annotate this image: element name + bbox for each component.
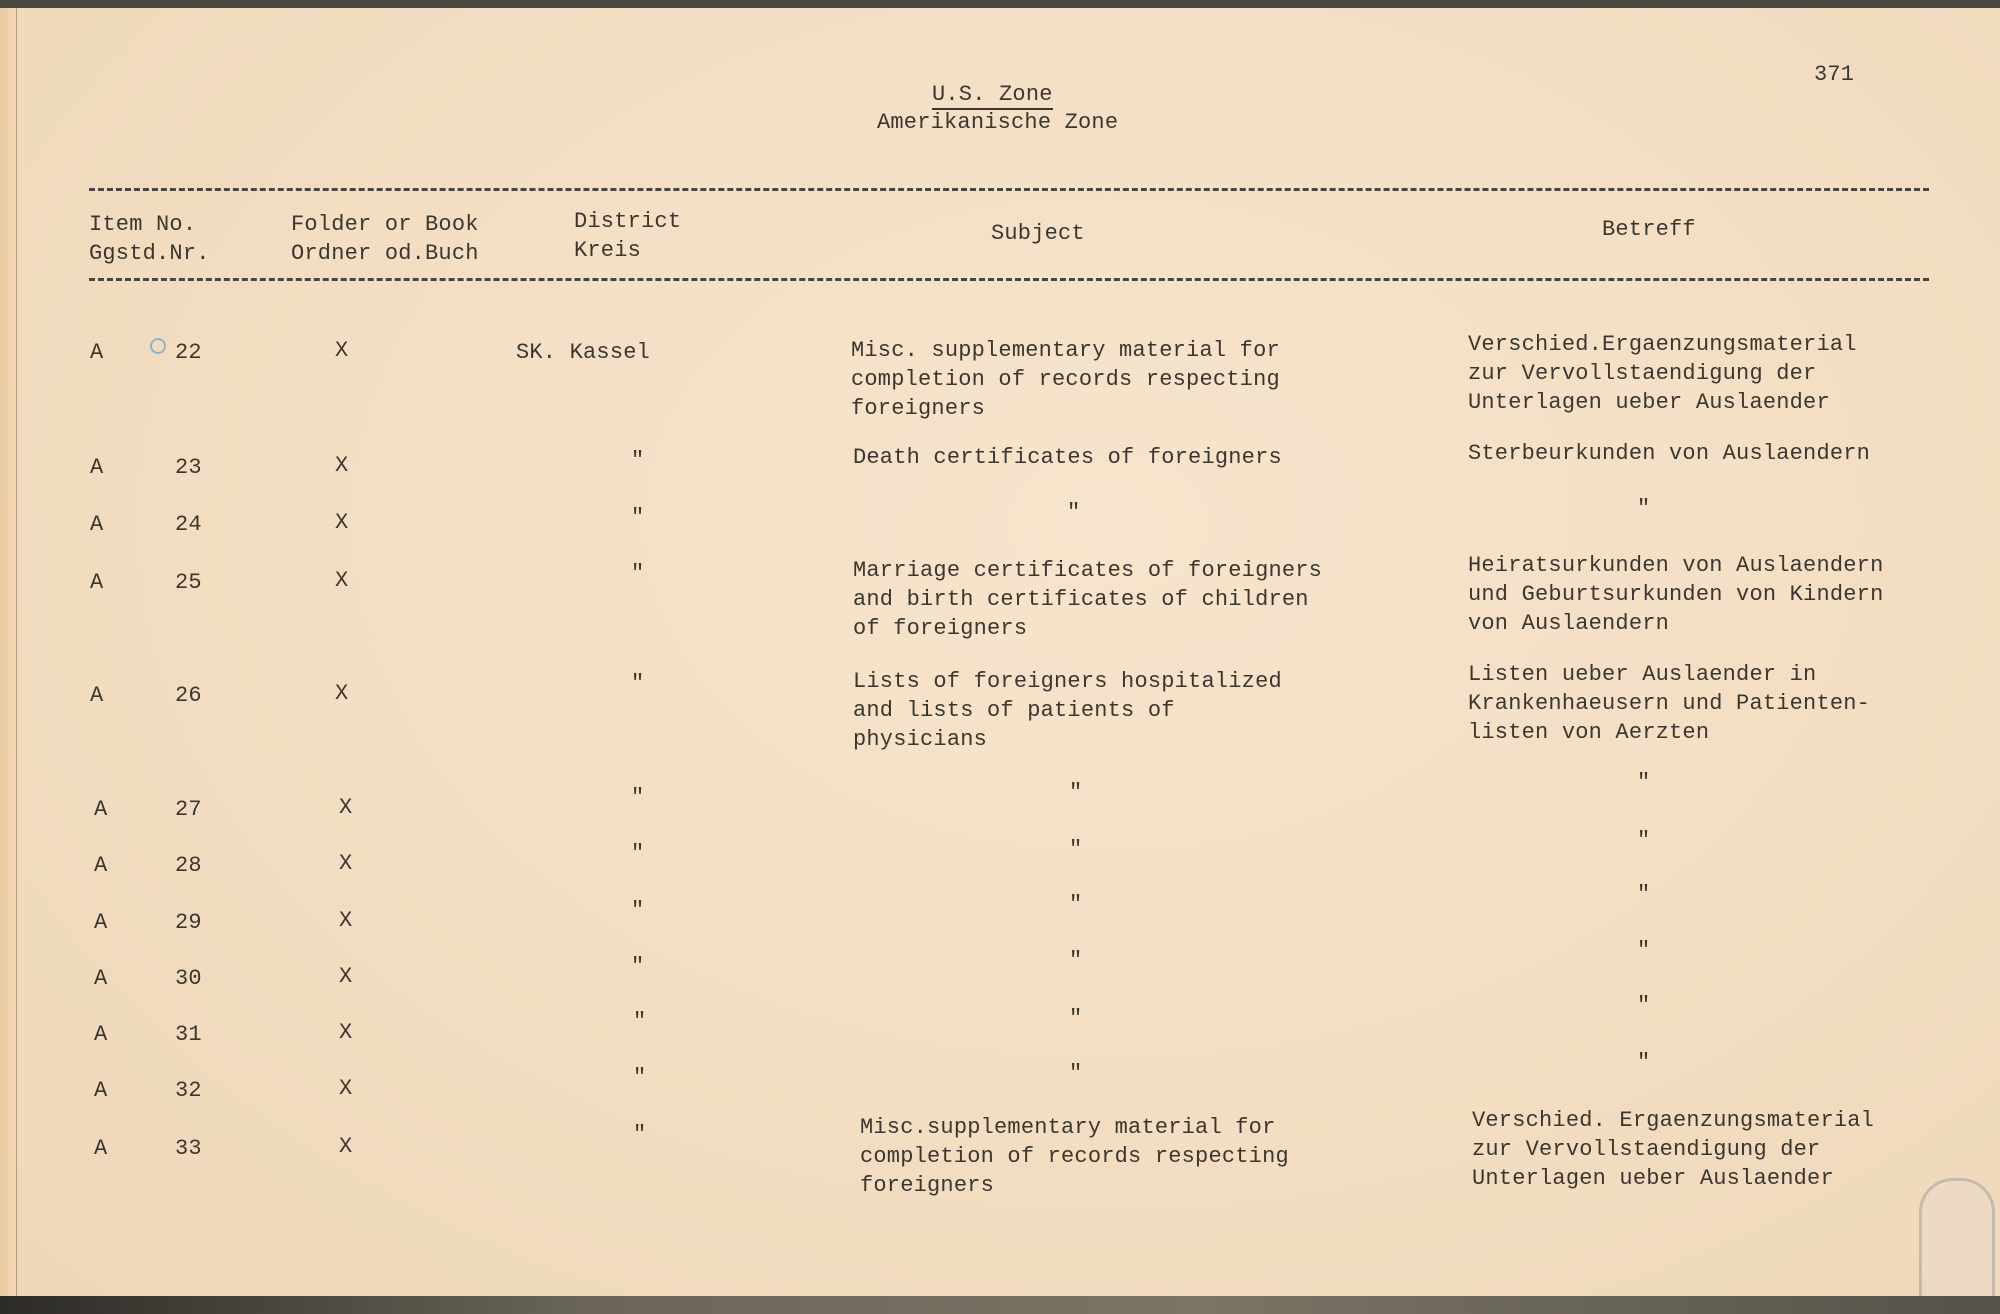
col-district-de: Kreis <box>574 238 642 263</box>
subject-line: foreigners <box>860 1173 995 1198</box>
betreff-line: " <box>1637 496 1651 521</box>
item-prefix: A <box>90 683 104 708</box>
betreff-line: Krankenhaeusern und Patienten- <box>1468 691 1871 716</box>
subject-line: of foreigners <box>853 616 1028 641</box>
folder-mark: X <box>335 453 349 478</box>
item-number: 31 <box>175 1022 202 1047</box>
item-number: 23 <box>175 455 202 480</box>
district: " <box>631 954 645 979</box>
item-prefix: A <box>90 570 104 595</box>
page-number: 371 <box>1814 62 1855 87</box>
item-number: 22 <box>175 340 202 365</box>
folder-mark: X <box>339 1076 353 1101</box>
item-prefix: A <box>90 340 104 365</box>
betreff-line: zur Vervollstaendigung der <box>1468 361 1817 386</box>
betreff-line: listen von Aerzten <box>1468 720 1710 745</box>
betreff-line: Heiratsurkunden von Auslaendern <box>1468 553 1884 578</box>
subject-line: " <box>1069 780 1083 805</box>
item-number: 33 <box>175 1136 202 1161</box>
item-number: 24 <box>175 512 202 537</box>
col-item-en: Item No. <box>89 212 197 237</box>
betreff-line: " <box>1637 993 1651 1018</box>
folder-mark: X <box>335 681 349 706</box>
folder-mark: X <box>339 1134 353 1159</box>
folder-mark: X <box>339 795 353 820</box>
subject-line: completion of records respecting <box>851 367 1280 392</box>
betreff-line: und Geburtsurkunden von Kindern <box>1468 582 1884 607</box>
subject-line: Death certificates of foreigners <box>853 445 1282 470</box>
district: " <box>631 898 645 923</box>
district: " <box>631 841 645 866</box>
district: " <box>633 1009 647 1034</box>
zone-title-en-text: U.S. Zone <box>932 82 1053 110</box>
item-prefix: A <box>94 1078 108 1103</box>
col-folder-de: Ordner od.Buch <box>291 241 479 266</box>
zone-title-de: Amerikanische Zone <box>877 110 1119 135</box>
folder-mark: X <box>339 964 353 989</box>
subject-line: completion of records respecting <box>860 1144 1289 1169</box>
col-district-en: District <box>574 209 682 234</box>
district: " <box>633 1065 647 1090</box>
subject-line: " <box>1069 837 1083 862</box>
item-prefix: A <box>94 797 108 822</box>
betreff-line: zur Vervollstaendigung der <box>1472 1137 1821 1162</box>
folder-mark: X <box>335 510 349 535</box>
district: " <box>633 1122 647 1147</box>
district: " <box>631 785 645 810</box>
subject-line: Misc. supplementary material for <box>851 338 1280 363</box>
zone-title-en <box>932 80 1053 109</box>
subject-line: and birth certificates of children <box>853 587 1309 612</box>
document-page <box>17 8 2000 1296</box>
subject-line: " <box>1069 892 1083 917</box>
item-prefix: A <box>94 966 108 991</box>
item-prefix: A <box>94 1136 108 1161</box>
district: " <box>631 505 645 530</box>
col-item-de: Ggstd.Nr. <box>89 241 210 266</box>
subject-line: Misc.supplementary material for <box>860 1115 1276 1140</box>
betreff-line: Sterbeurkunden von Auslaendern <box>1468 441 1871 466</box>
item-number: 32 <box>175 1078 202 1103</box>
subject-line: physicians <box>853 727 988 752</box>
subject-line: " <box>1067 500 1081 525</box>
district: SK. Kassel <box>516 340 651 365</box>
folder-mark: X <box>339 908 353 933</box>
item-number: 26 <box>175 683 202 708</box>
district: " <box>631 671 645 696</box>
district: " <box>631 448 645 473</box>
betreff-line: von Auslaendern <box>1468 611 1670 636</box>
folder-mark: X <box>339 851 353 876</box>
subject-line: " <box>1069 948 1083 973</box>
betreff-line: " <box>1637 770 1651 795</box>
folder-mark: X <box>335 338 349 363</box>
item-number: 27 <box>175 797 202 822</box>
item-prefix: A <box>90 455 104 480</box>
paper-clip-icon <box>1919 1178 1995 1311</box>
betreff-line: Verschied. Ergaenzungsmaterial <box>1472 1108 1875 1133</box>
betreff-line: Unterlagen ueber Auslaender <box>1468 390 1830 415</box>
betreff-line: Verschied.Ergaenzungsmaterial <box>1468 332 1857 357</box>
item-prefix: A <box>94 853 108 878</box>
item-number: 28 <box>175 853 202 878</box>
col-betreff: Betreff <box>1602 217 1696 242</box>
district: " <box>631 561 645 586</box>
book-binding-edge <box>0 8 17 1298</box>
subject-line: foreigners <box>851 396 986 421</box>
scan-bottom-edge <box>0 1296 2000 1314</box>
betreff-line: Listen ueber Auslaender in <box>1468 662 1817 687</box>
item-number: 29 <box>175 910 202 935</box>
folder-mark: X <box>339 1020 353 1045</box>
subject-line: " <box>1069 1006 1083 1031</box>
col-folder-en: Folder or Book <box>291 212 479 237</box>
item-prefix: A <box>90 512 104 537</box>
item-prefix: A <box>94 1022 108 1047</box>
subject-line: and lists of patients of <box>853 698 1175 723</box>
pencil-circle-mark-icon <box>150 338 166 354</box>
subject-line: " <box>1069 1061 1083 1086</box>
item-prefix: A <box>94 910 108 935</box>
item-number: 30 <box>175 966 202 991</box>
betreff-line: " <box>1637 1050 1651 1075</box>
scan-top-edge <box>0 0 2000 8</box>
header-top-rule <box>89 188 1929 191</box>
folder-mark: X <box>335 568 349 593</box>
col-subject: Subject <box>991 221 1085 246</box>
betreff-line: " <box>1637 882 1651 907</box>
header-bottom-rule <box>89 278 1929 281</box>
betreff-line: " <box>1637 938 1651 963</box>
subject-line: Lists of foreigners hospitalized <box>853 669 1282 694</box>
subject-line: Marriage certificates of foreigners <box>853 558 1323 583</box>
item-number: 25 <box>175 570 202 595</box>
betreff-line: Unterlagen ueber Auslaender <box>1472 1166 1834 1191</box>
betreff-line: " <box>1637 828 1651 853</box>
